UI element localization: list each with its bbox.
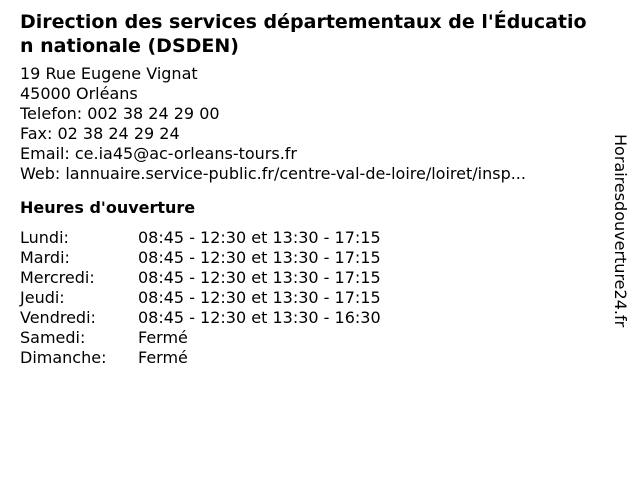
hours-row-wednesday: [20, 268, 600, 288]
hours-row-saturday: [20, 328, 600, 348]
opening-hours-card: [20, 10, 600, 368]
fax-number: Fax: 02 38 24 29 24: [20, 124, 180, 143]
city-address: 45000 Orléans: [20, 84, 138, 103]
day-hours: 08:45 - 12:30 et 13:30 - 16:30: [138, 308, 381, 327]
hours-heading: Heures d'ouverture: [20, 198, 196, 217]
phone-number[interactable]: Telefon: 002 38 24 29 00: [20, 104, 220, 123]
hours-row-monday: [20, 228, 600, 248]
day-hours: 08:45 - 12:30 et 13:30 - 17:15: [138, 268, 381, 287]
street-address: 19 Rue Eugene Vignat: [20, 64, 198, 83]
email-link[interactable]: Email: ce.ia45@ac-orleans-tours.fr: [20, 144, 297, 163]
day-hours: 08:45 - 12:30 et 13:30 - 17:15: [138, 248, 381, 267]
page-title: Direction des services départementaux de l'Éducation nationale (DSDEN): [20, 11, 587, 57]
day-label: Vendredi:: [20, 308, 96, 327]
address-block: [20, 64, 600, 184]
day-hours: 08:45 - 12:30 et 13:30 - 17:15: [138, 288, 381, 307]
hours-row-thursday: [20, 288, 600, 308]
website-link[interactable]: Web: lannuaire.service-public.fr/centre-val-de-loire/loiret/insp...: [20, 164, 526, 183]
hours-row-sunday: [20, 348, 600, 368]
day-label: Jeudi:: [20, 288, 65, 307]
day-label: Mercredi:: [20, 268, 95, 287]
hours-row-friday: [20, 308, 600, 328]
day-hours: 08:45 - 12:30 et 13:30 - 17:15: [138, 228, 381, 247]
hours-row-tuesday: [20, 248, 600, 268]
hours-table: [20, 228, 600, 368]
day-hours: Fermé: [138, 328, 188, 347]
day-label: Lundi:: [20, 228, 69, 247]
day-label: Dimanche:: [20, 348, 107, 367]
day-label: Samedi:: [20, 328, 86, 347]
day-hours: Fermé: [138, 348, 188, 367]
day-label: Mardi:: [20, 248, 70, 267]
brand-watermark: Horairesdouverture24.fr: [611, 134, 630, 328]
